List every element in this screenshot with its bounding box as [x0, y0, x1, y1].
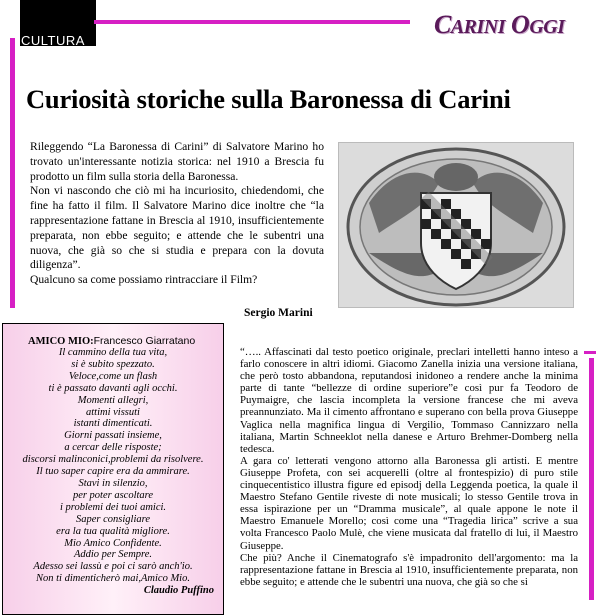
poem-signature: Claudio Puffino: [143, 585, 214, 597]
poem-line: era la tua qualità migliore.: [56, 525, 170, 537]
poem-line: istanti dimenticati.: [73, 418, 153, 430]
poem-title: AMICO MIO:: [28, 336, 94, 347]
top-rule: [94, 20, 410, 24]
poem-line: Mio Amico Confidente.: [64, 537, 162, 549]
intro-text: [30, 140, 324, 288]
logo-second-letter: O: [511, 10, 530, 39]
intro-signature: Sergio Marini: [244, 307, 313, 319]
poem-line: Saper consigliare: [76, 513, 150, 525]
poem-line: Addio per Sempre.: [73, 549, 153, 561]
article-paragraph: A gara co' letterati vengono attorno alla Baronessa gli artisti. E mentre Giuseppe Profeta, con sei acquerelli (oltre al frontespizio) di puro stile cinquecentistico illustra figure ed episodj della Leggenda poetica, la quale il Maestro Stefano Gentile riveste di note musicali; lo stesso Gentile trova in essa ispirazione per un “Dramma musicale”, al quale appone le note il Maestro Emanuele Morello; così come una “Tragedia lirica” scrive a sua volta Francesco Paolo Mulè, che viene musicata dal fratello di lui, il Maestro Giuseppe.: [240, 454, 578, 552]
logo-first-rest: ARINI: [450, 16, 506, 38]
poem-line: i problemi dei tuoi amici.: [59, 501, 167, 513]
article-title: Curiosità storiche sulla Baronessa di Carini: [26, 84, 511, 114]
left-vertical-rule: [10, 38, 15, 308]
right-rule-tick: [584, 351, 596, 354]
article-paragraph: “….. Affascinati dal testo poetico originale, preclari intelletti hanno inteso a farlo conoscere in altri idiomi. Giacomo Zanella inizia una versione italiana, che però tosto abbandona, reputandosi inidoneo a rendere anche la minima parte di tante “bellezze di ordine superiore”e così pur fa Teodoro de Puymaigre, che lascia incompleta la versione francese che mi aveva preannunziato. Ma il cimento affrontano e superano con bella prova Giuseppe Vaglica nella magnifica lingua di Vergilio, Tommaso Cannizzaro nella italiana, Martin Schneeklot nella danese e Arturo Brehmer-Domberg nella tedesca.: [240, 346, 578, 455]
coat-of-arms-photo: [338, 142, 574, 308]
poem-line: Momenti allegri,: [77, 394, 149, 406]
logo-first-letter: C: [434, 10, 451, 39]
poem-author: Francesco Giarratano: [93, 335, 196, 347]
poem-line: Non ti dimenticherò mai,Amico Mio.: [36, 573, 190, 585]
poem-text: [8, 347, 218, 597]
poem-heading: [28, 335, 218, 347]
logo-second-rest: GGI: [529, 16, 565, 38]
intro-paragraph: Non vi nascondo che ciò mi ha incuriosito, chiedendomi, che fine ha fatto il film. Il Salvatore Marino dice inoltre che “la rappresentazione fattane in Brescia al 1910, insufficientemente preparata, non ebbe seguito; e attende che le subentri una nuova, che già so che si studia e prepara con la dovuta diligenza”.: [30, 184, 324, 272]
poem-line: a cercar delle risposte;: [64, 442, 162, 454]
poem-line: ti è passato davanti agli occhi.: [48, 382, 178, 394]
coat-of-arms-illustration: [339, 143, 573, 307]
article-body: [240, 346, 578, 588]
right-vertical-rule: [589, 358, 594, 600]
section-label: CULTURA: [21, 33, 85, 48]
poem-line: Il tuo saper capire era da ammirare.: [36, 466, 190, 478]
article-paragraph: Che più? Anche il Cinematografo s'è impadronito dell'argomento: ma la rappresentazione fattane in Brescia al 1910, insufficientemente preparata, non ebbe seguito; e attende che le subentri una nuova, che già so che si: [240, 551, 578, 588]
section-tag: [20, 0, 96, 46]
intro-paragraph: Rileggendo “La Baronessa di Carini” di Salvatore Marino ho trovato un'interessante notizia storica: nel 1910 a Brescia fu prodotto un film sulla storia della Baronessa.: [30, 140, 324, 183]
poem-line: Veloce,come un flash: [68, 370, 158, 382]
poem-line: Adesso sei lassù e poi ci sarò anch'io.: [33, 561, 193, 573]
poem-line: Giorni passati insieme,: [64, 430, 162, 442]
poem-line: attimi vissuti: [86, 406, 140, 418]
magazine-logo: [434, 10, 565, 40]
poem-line: per poter ascoltare: [72, 489, 154, 501]
intro-paragraph: Qualcuno sa come possiamo rintracciare il Film?: [30, 273, 258, 287]
poem-line: discorsi malinconici,problemi da risolvere.: [22, 454, 204, 466]
poem-line: Stavi in silenzio,: [78, 477, 148, 489]
poem-line: Il cammino della tua vita,: [58, 347, 168, 358]
poem-line: si è subito spezzato.: [71, 358, 155, 370]
